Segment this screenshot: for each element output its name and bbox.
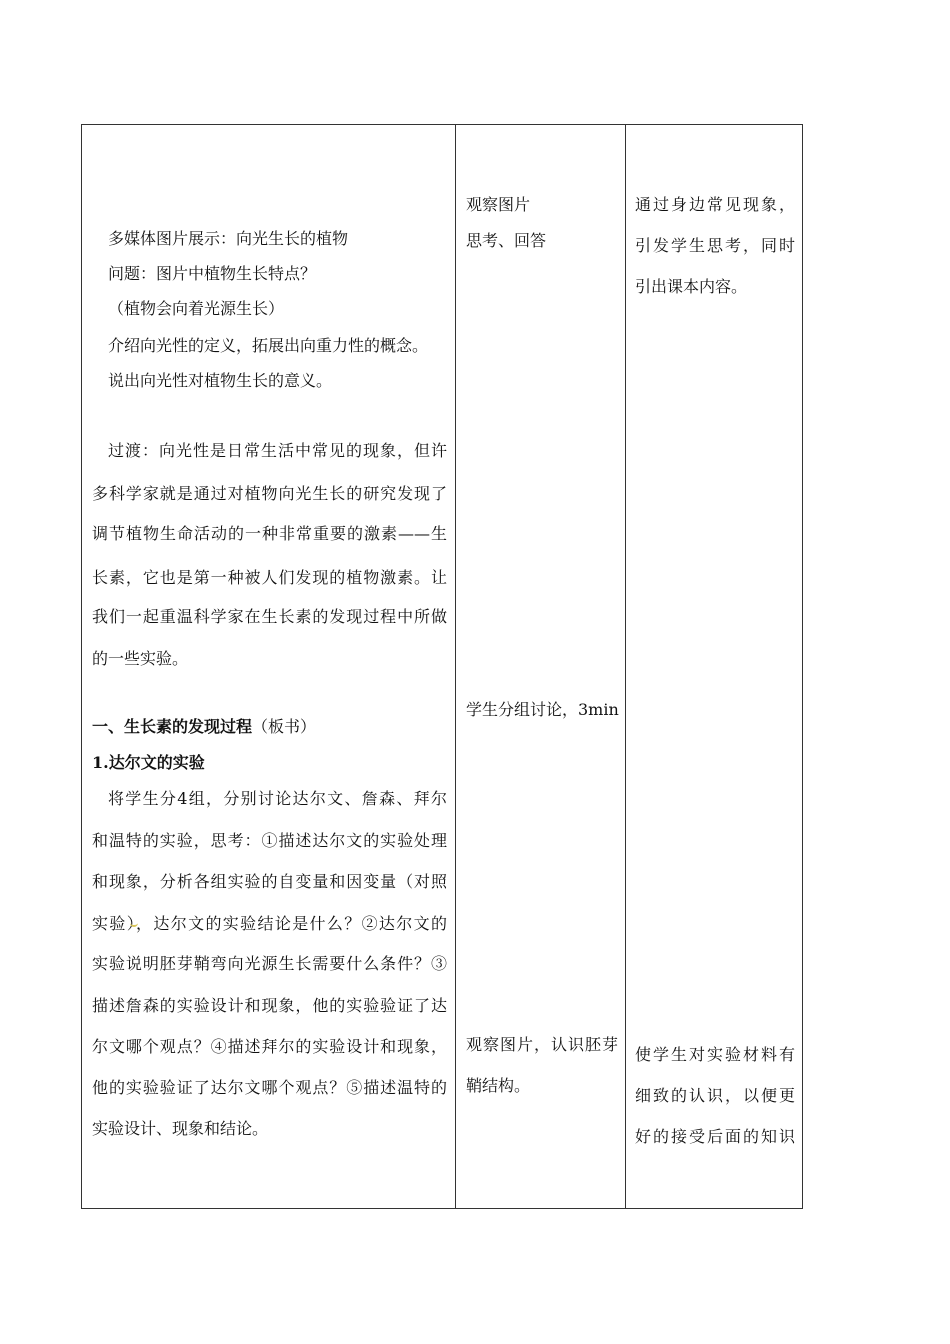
text-line: 和温特的实验，思考：①描述达尔文的实验处理 [92,831,447,850]
text-line: 调节植物生命活动的一种非常重要的激素——生 [92,524,447,543]
text-line: 描述詹森的实验设计和现象，他的实验验证了达 [92,996,447,1015]
text-line: 观察图片 [466,195,531,214]
column-divider [625,125,626,1208]
text-line: 尔文哪个观点？④描述拜尔的实验设计和现象， [92,1037,447,1056]
text-line: 通过身边常见现象， [635,195,795,214]
text-line: 说出向光性对植物生长的意义。 [108,371,333,390]
text-line: 多科学家就是通过对植物向光生长的研究发现了 [92,484,447,503]
column-divider [455,125,456,1208]
text-line: （植物会向着光源生长） [108,299,285,318]
text-line: 多媒体图片展示：向光生长的植物 [108,229,349,248]
text-line: 引出课本内容。 [635,277,748,296]
subsection-heading: 1.达尔文的实验 [92,753,205,772]
text-line: 他的实验验证了达尔文哪个观点？⑤描述温特的 [92,1078,447,1097]
text-line: 问题：图片中植物生长特点？ [108,264,317,283]
text-line: 引发学生思考，同时 [635,236,795,255]
section-heading-note: （板书） [252,717,317,736]
text-line: 过渡：向光性是日常生活中常见的现象，但许 [108,441,447,460]
text-line: 细致的认识，以便更 [635,1086,795,1105]
text-line: 思考、回答 [466,231,547,250]
text-line: 鞘结构。 [466,1076,531,1095]
text-line: 好的接受后面的知识 [635,1127,795,1146]
text-line: 的一些实验。 [92,649,189,668]
text-line: 介绍向光性的定义，拓展出向重力性的概念。 [108,336,429,355]
text-line: 实验），达尔文的实验结论是什么？②达尔文的 [92,914,447,933]
text-line: 使学生对实验材料有 [635,1045,795,1064]
lesson-plan-table [81,124,803,1209]
text-line: 实验设计、现象和结论。 [92,1119,269,1138]
text-line: 学生分组讨论，3min [466,700,619,719]
text-line: 长素，它也是第一种被人们发现的植物激素。让 [92,568,447,587]
section-heading [92,717,447,737]
text-line: 观察图片，认识胚芽 [466,1035,618,1054]
text-line: 实验说明胚芽鞘弯向光源生长需要什么条件？③ [92,954,447,973]
section-heading-text: 一、生长素的发现过程 [92,717,253,736]
text-line: 将学生分4组，分别讨论达尔文、詹森、拜尔 [108,789,447,808]
text-line: 我们一起重温科学家在生长素的发现过程中所做 [92,607,447,626]
text-line: 和现象，分析各组实验的自变量和因变量（对照 [92,872,447,891]
